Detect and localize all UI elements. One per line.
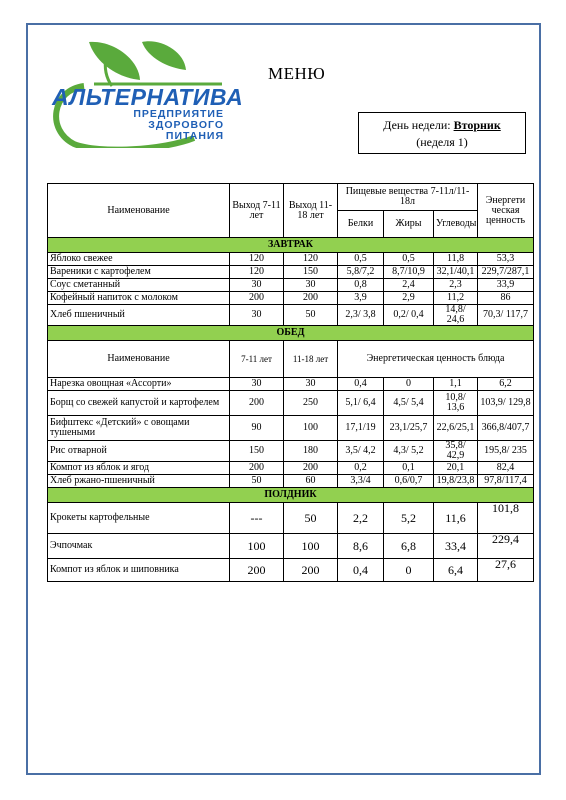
logo-main-text: АЛЬТЕРНАТИВА — [52, 84, 244, 110]
energy-value: 82,4 — [478, 462, 534, 475]
carbs-value: 1,1 — [434, 378, 478, 391]
dish-name: Компот из яблок и шиповника — [48, 559, 230, 582]
yield-11-18: 50 — [284, 503, 338, 534]
carbs-value: 32,1/40,1 — [434, 266, 478, 279]
section-title: ОБЕД — [48, 326, 534, 341]
dish-name: Нарезка овощная «Ассорти» — [48, 378, 230, 391]
protein-value: 5,8/7,2 — [338, 266, 384, 279]
carbs-value: 11,2 — [434, 292, 478, 305]
fat-value: 0,5 — [384, 253, 434, 266]
yield-7-11: 200 — [230, 391, 284, 416]
dish-name: Хлеб пшеничный — [48, 305, 230, 326]
energy-value: 6,2 — [478, 378, 534, 391]
carbs-value: 14,8/ 24,6 — [434, 305, 478, 326]
yield-7-11: 30 — [230, 305, 284, 326]
fat-value: 2,9 — [384, 292, 434, 305]
carbs-value: 11,8 — [434, 253, 478, 266]
yield-7-11: 150 — [230, 441, 284, 462]
energy-value: 33,9 — [478, 279, 534, 292]
yield-11-18: 100 — [284, 416, 338, 441]
dish-name: Рис отварной — [48, 441, 230, 462]
logo-sub-3: ПИТАНИЯ — [165, 130, 224, 142]
dish-name: Эчпочмак — [48, 534, 230, 559]
week-label: (неделя 1) — [416, 135, 468, 149]
table-row — [48, 559, 534, 582]
menu-table — [47, 183, 534, 582]
table-row — [48, 475, 534, 488]
fat-value: 8,7/10,9 — [384, 266, 434, 279]
protein-value: 0,8 — [338, 279, 384, 292]
header-protein: Белки — [338, 211, 384, 238]
table-row — [48, 292, 534, 305]
lunch-header-energy: Энергетическая ценность блюда — [338, 341, 534, 378]
header-name: Наименование — [48, 184, 230, 238]
section-header-breakfast — [48, 238, 534, 253]
energy-value: 195,8/ 235 — [478, 441, 534, 462]
yield-11-18: 180 — [284, 441, 338, 462]
protein-value: 8,6 — [338, 534, 384, 559]
energy-value: 101,8 — [478, 503, 534, 534]
yield-11-18: 200 — [284, 462, 338, 475]
page-title: МЕНЮ — [268, 64, 326, 83]
protein-value: 5,1/ 6,4 — [338, 391, 384, 416]
carbs-value: 2,3 — [434, 279, 478, 292]
lunch-header-row — [48, 341, 534, 378]
lunch-header-yield-11-18: 11-18 лет — [284, 341, 338, 378]
yield-11-18: 50 — [284, 305, 338, 326]
fat-value: 0 — [384, 559, 434, 582]
dish-name: Компот из яблок и ягод — [48, 462, 230, 475]
dish-name: Крокеты картофельные — [48, 503, 230, 534]
carbs-value: 22,6/25,1 — [434, 416, 478, 441]
table-row — [48, 391, 534, 416]
protein-value: 3,5/ 4,2 — [338, 441, 384, 462]
table-row — [48, 266, 534, 279]
section-title: ЗАВТРАК — [48, 238, 534, 253]
table-header-row — [48, 184, 534, 211]
table-row — [48, 503, 534, 534]
carbs-value: 11,6 — [434, 503, 478, 534]
yield-7-11: 200 — [230, 462, 284, 475]
carbs-value: 10,8/ 13,6 — [434, 391, 478, 416]
day-box — [358, 112, 526, 154]
table-row — [48, 305, 534, 326]
energy-value: 27,6 — [478, 559, 534, 582]
yield-11-18: 60 — [284, 475, 338, 488]
energy-value: 229,4 — [478, 534, 534, 559]
header-carbs: Углеводы — [434, 211, 478, 238]
fat-value: 0,1 — [384, 462, 434, 475]
yield-11-18: 30 — [284, 378, 338, 391]
energy-value: 70,3/ 117,7 — [478, 305, 534, 326]
fat-value: 0,6/0,7 — [384, 475, 434, 488]
yield-7-11: 100 — [230, 534, 284, 559]
header-yield-11-18: Выход 11-18 лет — [284, 184, 338, 238]
fat-value: 0,2/ 0,4 — [384, 305, 434, 326]
fat-value: 4,5/ 5,4 — [384, 391, 434, 416]
energy-value: 86 — [478, 292, 534, 305]
protein-value: 0,5 — [338, 253, 384, 266]
energy-value: 366,8/407,7 — [478, 416, 534, 441]
yield-7-11: 120 — [230, 253, 284, 266]
yield-7-11: 120 — [230, 266, 284, 279]
protein-value: 2,3/ 3,8 — [338, 305, 384, 326]
yield-7-11: 90 — [230, 416, 284, 441]
yield-11-18: 200 — [284, 559, 338, 582]
carbs-value: 19,8/23,8 — [434, 475, 478, 488]
table-row — [48, 253, 534, 266]
yield-7-11: --- — [230, 503, 284, 534]
dish-name: Вареники с картофелем — [48, 266, 230, 279]
lunch-header-yield-7-11: 7-11 лет — [230, 341, 284, 378]
table-row — [48, 378, 534, 391]
section-title: ПОЛДНИК — [48, 488, 534, 503]
section-header-lunch — [48, 326, 534, 341]
energy-value: 229,7/287,1 — [478, 266, 534, 279]
yield-7-11: 50 — [230, 475, 284, 488]
day-label: День недели: — [383, 118, 451, 132]
carbs-value: 20,1 — [434, 462, 478, 475]
section-header-snack — [48, 488, 534, 503]
protein-value: 3,9 — [338, 292, 384, 305]
yield-11-18: 120 — [284, 253, 338, 266]
table-row — [48, 441, 534, 462]
dish-name: Борщ со свежей капустой и картофелем — [48, 391, 230, 416]
yield-11-18: 100 — [284, 534, 338, 559]
dish-name: Кофейный напиток с молоком — [48, 292, 230, 305]
protein-value: 3,3/4 — [338, 475, 384, 488]
logo-sub-2: ЗДОРОВОГО — [148, 119, 224, 131]
yield-11-18: 250 — [284, 391, 338, 416]
fat-value: 5,2 — [384, 503, 434, 534]
energy-value: 97,8/117,4 — [478, 475, 534, 488]
header-nutrients: Пищевые вещества 7-11л/11-18л — [338, 184, 478, 211]
yield-11-18: 150 — [284, 266, 338, 279]
yield-7-11: 200 — [230, 559, 284, 582]
fat-value: 4,3/ 5,2 — [384, 441, 434, 462]
logo-text — [52, 85, 243, 142]
lunch-header-name: Наименование — [48, 341, 230, 378]
fat-value: 23,1/25,7 — [384, 416, 434, 441]
protein-value: 0,4 — [338, 559, 384, 582]
yield-7-11: 30 — [230, 279, 284, 292]
day-value: Вторник — [453, 118, 501, 132]
protein-value: 2,2 — [338, 503, 384, 534]
energy-value: 53,3 — [478, 253, 534, 266]
protein-value: 0,2 — [338, 462, 384, 475]
header-fat: Жиры — [384, 211, 434, 238]
header-yield-7-11: Выход 7-11 лет — [230, 184, 284, 238]
carbs-value: 33,4 — [434, 534, 478, 559]
yield-7-11: 30 — [230, 378, 284, 391]
yield-11-18: 200 — [284, 292, 338, 305]
yield-7-11: 200 — [230, 292, 284, 305]
protein-value: 0,4 — [338, 378, 384, 391]
dish-name: Яблоко свежее — [48, 253, 230, 266]
dish-name: Бифштекс «Детский» с овощами тушеными — [48, 416, 230, 441]
yield-11-18: 30 — [284, 279, 338, 292]
protein-value: 17,1/19 — [338, 416, 384, 441]
logo-sub-1: ПРЕДПРИЯТИЕ — [133, 108, 224, 120]
header-energy: Энергети ческая ценность — [478, 184, 534, 238]
fat-value: 6,8 — [384, 534, 434, 559]
dish-name: Хлеб ржано-пшеничный — [48, 475, 230, 488]
carbs-value: 35,8/ 42,9 — [434, 441, 478, 462]
dish-name: Соус сметанный — [48, 279, 230, 292]
fat-value: 0 — [384, 378, 434, 391]
fat-value: 2,4 — [384, 279, 434, 292]
carbs-value: 6,4 — [434, 559, 478, 582]
table-row — [48, 534, 534, 559]
table-row — [48, 279, 534, 292]
table-row — [48, 462, 534, 475]
table-row — [48, 416, 534, 441]
energy-value: 103,9/ 129,8 — [478, 391, 534, 416]
